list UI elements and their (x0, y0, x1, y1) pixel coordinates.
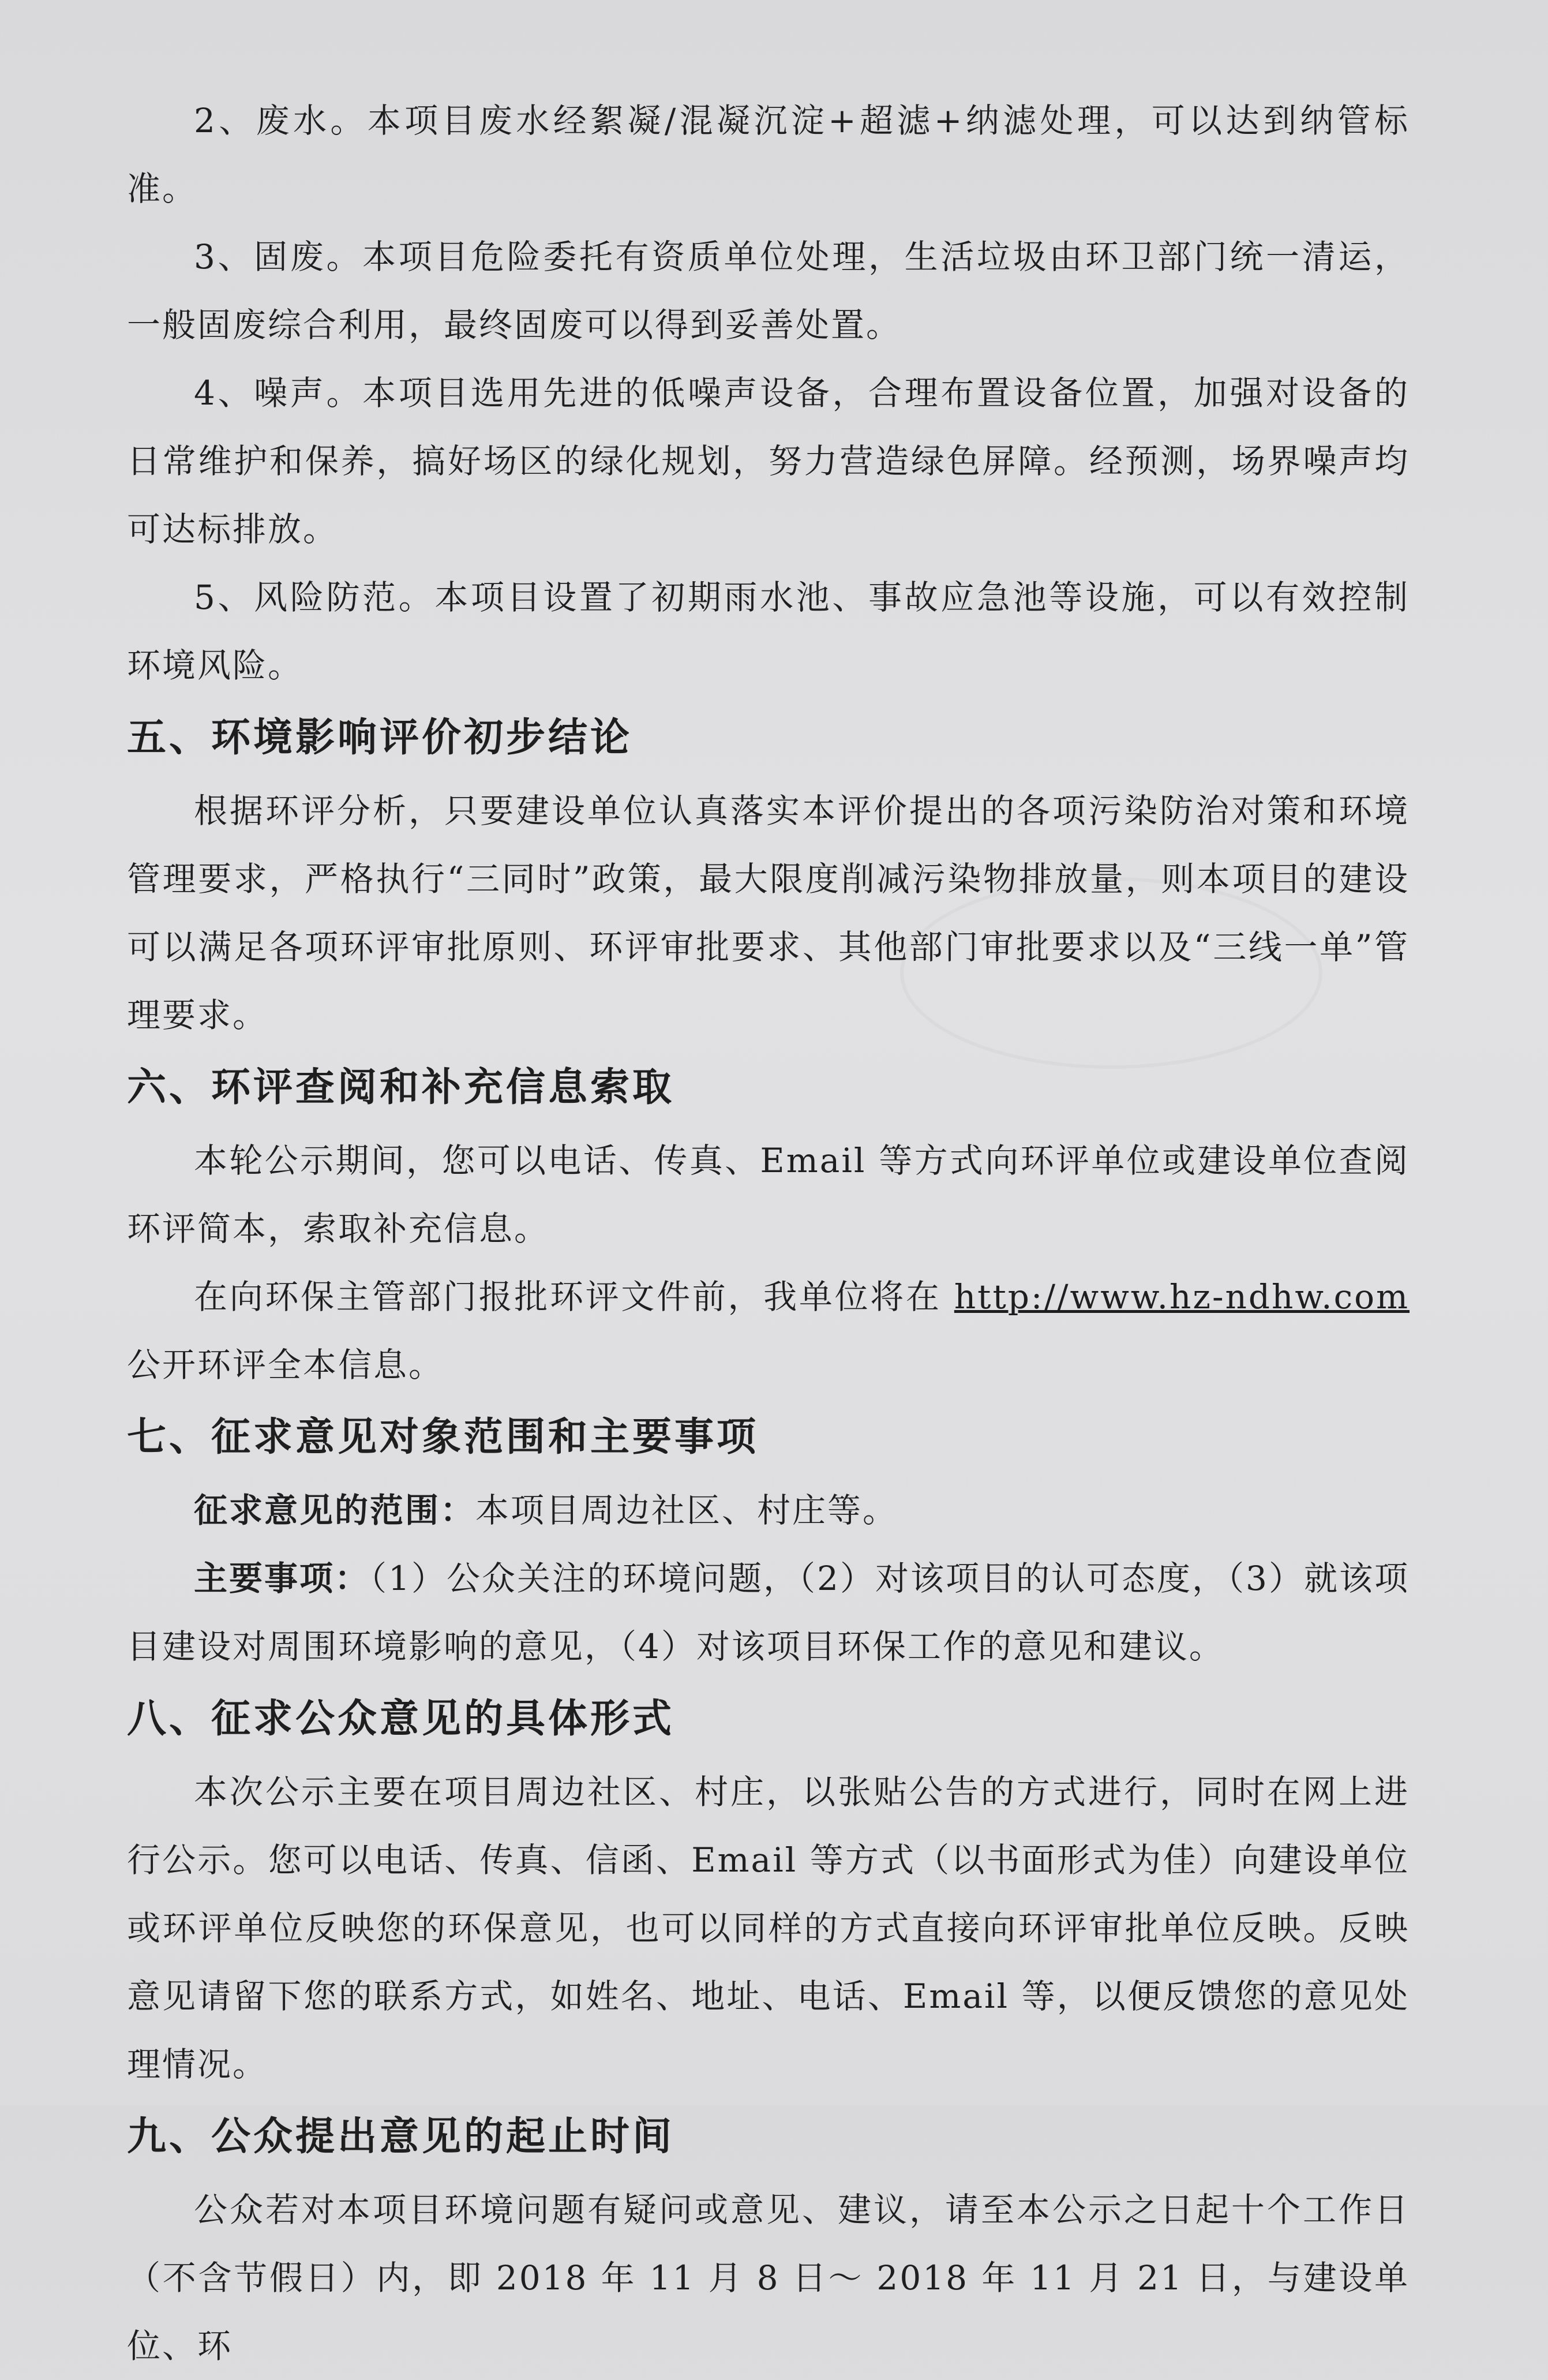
item-noise: 4、噪声。本项目选用先进的低噪声设备，合理布置设备位置，加强对设备的日常维护和保养，搞好场区的绿化规划，努力营造绿色屏障。经预测，场界噪声均可达标排放。 (127, 373, 1410, 549)
section5-paragraph: 根据环评分析，只要建设单位认真落实本评价提出的各项污染防治对策和环境管理要求，严格执行“三同时”政策，最大限度削减污染物排放量，则本项目的建设可以满足各项环评审批原则、环评审批要求、其他部门审批要求以及“三线一单”管理要求。 (127, 791, 1410, 1035)
scope-label: 征求意见的范围： (194, 1491, 476, 1530)
section8-paragraph: 本次公示主要在项目周边社区、村庄，以张贴公告的方式进行，同时在网上进行公示。您可以电话、传真、信函、Email 等方式（以书面形式为佳）向建设单位或环评单位反映您的环保意见，也可以同样的方式直接向环评审批单位反映。反映意见请留下您的联系方式，如姓名、地址、电话、Email 等，以便反馈您的意见处理情况。 (127, 1772, 1410, 2084)
section7-scope (127, 1476, 1410, 1544)
section6-paragraph2-before: 在向环保主管部门报批环评文件前，我单位将在 (194, 1277, 954, 1316)
section6-paragraph1: 本轮公示期间，您可以电话、传真、Email 等方式向环评单位或建设单位查阅环评简本，索取补充信息。 (127, 1141, 1410, 1248)
section8-heading: 八、征求公众意见的具体形式 (127, 1696, 675, 1742)
section9-heading: 九、公众提出意见的起止时间 (127, 2114, 675, 2160)
section6-heading: 六、环评查阅和补充信息索取 (127, 1065, 675, 1110)
website-link[interactable]: http://www.hz-ndhw.com (954, 1277, 1410, 1316)
section7-matters (127, 1544, 1410, 1681)
item-solid-waste: 3、固废。本项目危险委托有资质单位处理，生活垃圾由环卫部门统一清运，一般固废综合利用，最终固废可以得到妥善处置。 (127, 237, 1410, 345)
item-risk-prevention: 5、风险防范。本项目设置了初期雨水池、事故应急池等设施，可以有效控制环境风险。 (127, 578, 1410, 685)
section7-heading: 七、征求意见对象范围和主要事项 (127, 1414, 759, 1460)
scope-text: 本项目周边社区、村庄等。 (475, 1491, 898, 1530)
section6-paragraph2 (127, 1263, 1410, 1399)
section5-heading: 五、环境影响评价初步结论 (127, 715, 633, 761)
matters-label: 主要事项： (194, 1559, 370, 1598)
section9-paragraph: 公众若对本项目环境问题有疑问或意见、建议，请至本公示之日起十个工作日（不含节假日）内，即 2018 年 11 月 8 日～ 2018 年 11 月 21 日，与建设单位、环 (127, 2190, 1410, 2366)
item-wastewater: 2、废水。本项目废水经絮凝/混凝沉淀+超滤+纳滤处理，可以达到纳管标准。 (127, 101, 1410, 208)
matters-text: （1）公众关注的环境问题，（2）对该项目的认可态度，（3）就该项目建设对周围环境影响的意见，（4）对该项目环保工作的意见和建议。 (127, 1559, 1410, 1666)
section6-paragraph2-after: 公开环评全本信息。 (127, 1345, 444, 1384)
